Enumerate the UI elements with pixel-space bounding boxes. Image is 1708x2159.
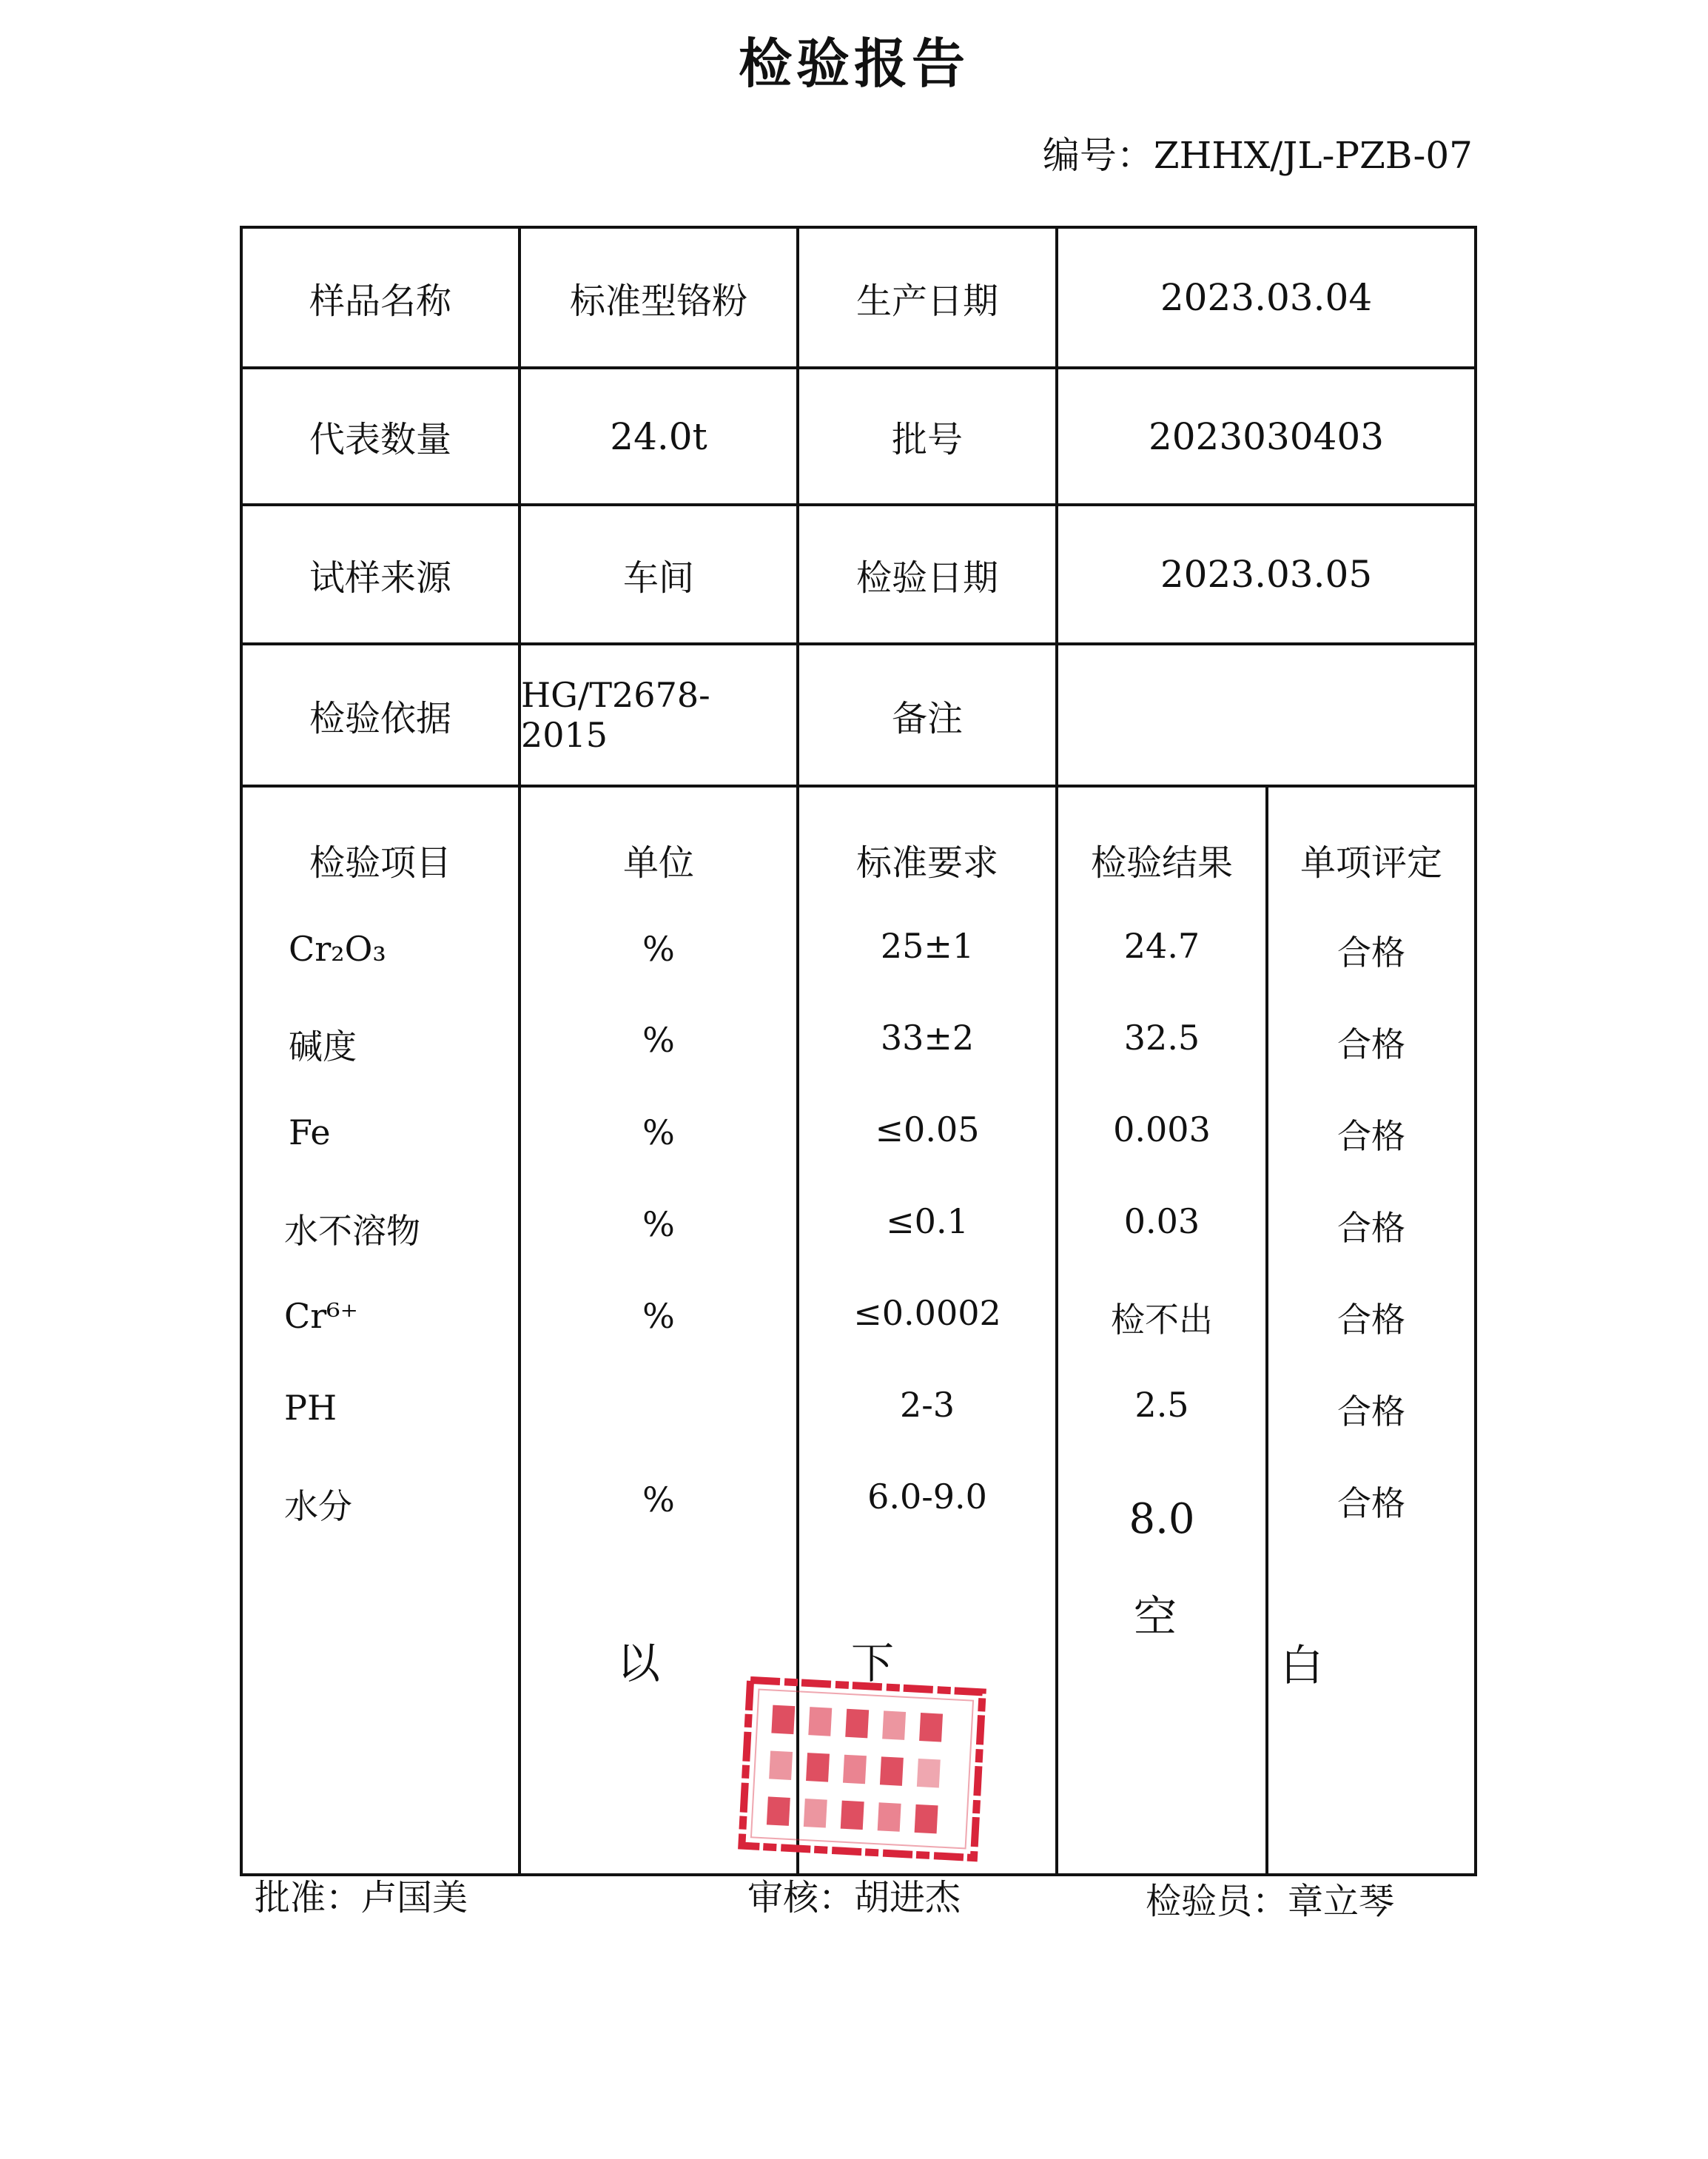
reviewer: 审核：胡进杰 xyxy=(747,1877,961,1918)
result-cell: 8.0 xyxy=(1129,1495,1195,1543)
header-item: 检验项目 xyxy=(309,842,451,884)
result-cell: 32.5 xyxy=(1123,1018,1200,1058)
unit-cell: % xyxy=(642,929,675,969)
item-cell: PH xyxy=(284,1388,337,1428)
inspection-date-label: 检验日期 xyxy=(855,557,998,599)
blank-note-char: 白 xyxy=(1280,1640,1324,1690)
verdict-cell: 合格 xyxy=(1337,1483,1405,1523)
item-cell: 水分 xyxy=(284,1486,352,1526)
result-cell: 24.7 xyxy=(1123,926,1200,966)
production-date-label: 生产日期 xyxy=(855,280,998,322)
verdict-cell: 合格 xyxy=(1337,1024,1405,1064)
standard-cell: 2-3 xyxy=(899,1385,955,1425)
inspection-date-value: 2023.03.05 xyxy=(1160,553,1373,596)
approver: 批准：卢国美 xyxy=(255,1877,468,1918)
quantity-value: 24.0t xyxy=(610,414,707,458)
remark-label: 备注 xyxy=(891,697,963,739)
item-cell: 水不溶物 xyxy=(284,1211,420,1251)
batch-label: 批号 xyxy=(891,419,963,460)
header-unit: 单位 xyxy=(622,842,694,884)
item-cell: Cr₂O₃ xyxy=(289,929,386,969)
source-value: 车间 xyxy=(622,557,694,599)
verdict-cell: 合格 xyxy=(1337,933,1405,973)
result-cell: 0.003 xyxy=(1113,1109,1211,1149)
inspection-seal xyxy=(736,1674,989,1864)
standard-cell: 33±2 xyxy=(880,1018,975,1058)
verdict-cell: 合格 xyxy=(1337,1300,1405,1340)
verdict-cell: 合格 xyxy=(1337,1391,1405,1431)
source-label: 试样来源 xyxy=(309,557,451,599)
item-cell: Fe xyxy=(289,1112,331,1152)
item-cell: 碱度 xyxy=(289,1027,357,1067)
standard-cell: ≤0.0002 xyxy=(853,1293,1001,1333)
basis-value: HG/T2678-2015 xyxy=(521,675,710,755)
unit-cell: % xyxy=(642,1020,675,1060)
report-table xyxy=(240,226,1477,1876)
production-date-value: 2023.03.04 xyxy=(1160,276,1373,319)
standard-cell: 6.0-9.0 xyxy=(867,1477,987,1517)
result-cell: 0.03 xyxy=(1123,1201,1200,1241)
unit-cell: % xyxy=(642,1204,675,1244)
unit-cell: % xyxy=(642,1480,675,1520)
report-title: 检验报告 xyxy=(738,32,969,95)
result-cell: 检不出 xyxy=(1111,1300,1213,1340)
standard-cell: 25±1 xyxy=(880,926,975,966)
inspector: 检验员：章立琴 xyxy=(1146,1881,1395,1922)
standard-cell: ≤0.05 xyxy=(875,1109,980,1149)
standard-cell: ≤0.1 xyxy=(886,1201,969,1241)
blank-note-char: 以 xyxy=(617,1638,661,1688)
unit-cell: % xyxy=(642,1112,675,1152)
row-rule xyxy=(240,785,1477,788)
remark-value xyxy=(1058,645,1474,785)
result-cell: 2.5 xyxy=(1134,1385,1189,1425)
quantity-label: 代表数量 xyxy=(309,419,451,460)
basis-label: 检验依据 xyxy=(309,697,451,739)
header-standard: 标准要求 xyxy=(855,842,998,884)
blank-note-char: 空 xyxy=(1134,1591,1177,1642)
unit-cell: % xyxy=(642,1296,675,1336)
sample-name-value: 标准型铬粉 xyxy=(569,280,747,322)
blank-note-char: 下 xyxy=(851,1638,895,1688)
header-verdict: 单项评定 xyxy=(1300,842,1442,884)
document-number: 编号：ZHHX/JL-PZB-07 xyxy=(1042,134,1473,177)
table-border-right xyxy=(1474,226,1477,1876)
verdict-cell: 合格 xyxy=(1337,1208,1405,1248)
header-result: 检验结果 xyxy=(1090,842,1233,884)
sample-name-label: 样品名称 xyxy=(309,280,451,322)
verdict-cell: 合格 xyxy=(1337,1116,1405,1156)
item-cell: Cr⁶⁺ xyxy=(284,1296,358,1336)
batch-value: 2023030403 xyxy=(1148,414,1385,458)
